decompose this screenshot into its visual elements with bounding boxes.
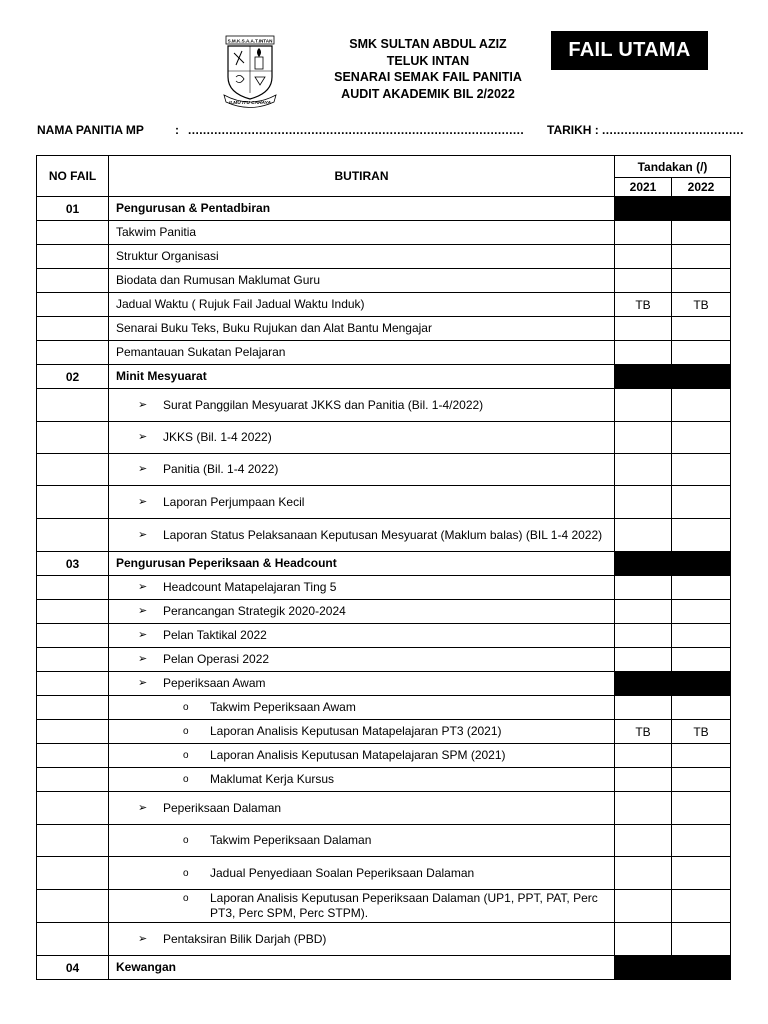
check-cell-2021: [615, 552, 672, 576]
check-cell-2021[interactable]: [615, 486, 672, 519]
check-cell-2021[interactable]: [615, 389, 672, 422]
fail-number: [37, 317, 109, 341]
fail-utama-badge: FAIL UTAMA: [551, 31, 708, 70]
check-cell-2021[interactable]: [615, 245, 672, 269]
school-crest-logo: [220, 33, 280, 108]
item-text: [109, 600, 615, 624]
document-title: SENARAI SEMAK FAIL PANITIA: [334, 70, 522, 84]
check-cell-2022[interactable]: [672, 600, 731, 624]
item-label: Laporan Analisis Keputusan Matapelajaran SPM (2021): [210, 748, 506, 762]
arrow-bullet-icon: ➢: [138, 581, 148, 593]
section-title: Pengurusan & Pentadbiran: [109, 197, 615, 221]
col-year-2021-header: 2021: [615, 178, 672, 197]
arrow-bullet-icon: ➢: [138, 932, 148, 945]
item-text: Jadual Waktu ( Rujuk Fail Jadual Waktu Induk): [109, 293, 615, 317]
check-cell-2022: [672, 365, 731, 389]
school-header: [300, 36, 556, 102]
check-cell-2022[interactable]: [672, 454, 731, 486]
circle-bullet-icon: o: [183, 835, 189, 846]
item-label: Headcount Matapelajaran Ting 5: [163, 580, 337, 594]
check-cell-2021[interactable]: [615, 519, 672, 552]
item-text: [109, 519, 615, 552]
check-cell-2022[interactable]: [672, 890, 731, 923]
item-text: [109, 696, 615, 720]
panitia-label: NAMA PANITIA MP: [37, 123, 144, 137]
check-cell-2021[interactable]: [615, 341, 672, 365]
check-cell-2022[interactable]: [672, 825, 731, 857]
check-cell-2022[interactable]: [672, 269, 731, 293]
check-cell-2021[interactable]: [615, 768, 672, 792]
panitia-colon: :: [175, 123, 179, 137]
check-cell-2021[interactable]: [615, 221, 672, 245]
item-label: Takwim Peperiksaan Dalaman: [210, 833, 372, 847]
table-row: [37, 825, 731, 857]
check-cell-2022[interactable]: [672, 486, 731, 519]
item-label: Laporan Perjumpaan Kecil: [163, 494, 305, 509]
item-label: Pentaksiran Bilik Darjah (PBD): [163, 931, 327, 946]
check-cell-2021[interactable]: [615, 422, 672, 454]
check-cell-2021: [615, 365, 672, 389]
fail-number: [37, 890, 109, 923]
svg-text:S.M.K.S.A.A.T.INTAN: S.M.K.S.A.A.T.INTAN: [227, 38, 273, 44]
fail-number: [37, 293, 109, 317]
fail-number: [37, 624, 109, 648]
item-text: [109, 720, 615, 744]
check-cell-2021: [615, 672, 672, 696]
item-text: [109, 389, 615, 422]
table-row: [37, 552, 731, 576]
item-text: [109, 825, 615, 857]
table-row: [37, 576, 731, 600]
table-row: [37, 890, 731, 923]
panitia-field[interactable]: ..........................................................................................: [188, 123, 525, 137]
table-row: [37, 792, 731, 825]
item-text: [109, 792, 615, 825]
check-cell-2021[interactable]: [615, 923, 672, 956]
arrow-bullet-icon: ➢: [138, 801, 148, 814]
check-cell-2022[interactable]: [672, 341, 731, 365]
fail-number: [37, 792, 109, 825]
fail-number: [37, 221, 109, 245]
check-cell-2022[interactable]: [672, 744, 731, 768]
item-text: [109, 486, 615, 519]
tarikh-field[interactable]: ......................................: [602, 123, 744, 137]
table-row: [37, 956, 731, 980]
table-row: [37, 221, 731, 245]
check-cell-2021[interactable]: [615, 600, 672, 624]
check-cell-2022[interactable]: [672, 317, 731, 341]
school-name: SMK SULTAN ABDUL AZIZ: [349, 37, 507, 51]
section-title: Kewangan: [109, 956, 615, 980]
item-label: Laporan Analisis Keputusan Matapelajaran PT3 (2021): [210, 724, 502, 738]
item-text: Pemantauan Sukatan Pelajaran: [109, 341, 615, 365]
fail-number: [37, 672, 109, 696]
fail-number: [37, 486, 109, 519]
check-cell-2021[interactable]: [615, 269, 672, 293]
table-row: [37, 245, 731, 269]
check-cell-2022[interactable]: [672, 245, 731, 269]
fail-number: [37, 648, 109, 672]
fail-number: 03: [37, 552, 109, 576]
fail-number: [37, 454, 109, 486]
circle-bullet-icon: o: [183, 867, 189, 879]
item-text: Takwim Panitia: [109, 221, 615, 245]
circle-bullet-icon: o: [183, 726, 189, 737]
col-tandakan-header: Tandakan (/): [615, 156, 731, 178]
table-row: [37, 720, 731, 744]
circle-bullet-icon: o: [183, 702, 189, 713]
check-cell-2022[interactable]: TB: [672, 720, 731, 744]
arrow-bullet-icon: ➢: [138, 629, 148, 641]
col-year-2022-header: 2022: [672, 178, 731, 197]
check-cell-2021[interactable]: [615, 890, 672, 923]
circle-bullet-icon: o: [183, 774, 189, 785]
col-butiran-header: BUTIRAN: [109, 156, 615, 197]
item-label: Surat Panggilan Mesyuarat JKKS dan Panitia (Bil. 1-4/2022): [163, 397, 484, 412]
item-text: [109, 890, 615, 923]
table-row: [37, 519, 731, 552]
table-row: [37, 317, 731, 341]
check-cell-2021: [615, 197, 672, 221]
fail-number: [37, 720, 109, 744]
table-row: [37, 486, 731, 519]
fail-number: [37, 825, 109, 857]
check-cell-2022[interactable]: [672, 696, 731, 720]
arrow-bullet-icon: ➢: [138, 677, 148, 689]
item-text: Biodata dan Rumusan Maklumat Guru: [109, 269, 615, 293]
check-cell-2021[interactable]: TB: [615, 720, 672, 744]
table-row: [37, 672, 731, 696]
item-text: [109, 576, 615, 600]
check-cell-2021[interactable]: [615, 648, 672, 672]
audit-title: AUDIT AKADEMIK BIL 2/2022: [341, 86, 515, 101]
check-cell-2022[interactable]: [672, 389, 731, 422]
check-cell-2021[interactable]: [615, 454, 672, 486]
item-label: JKKS (Bil. 1-4 2022): [163, 430, 272, 444]
fail-number: [37, 768, 109, 792]
item-label: Maklumat Kerja Kursus: [210, 772, 335, 786]
item-label: Panitia (Bil. 1-4 2022): [163, 462, 279, 476]
fail-number: 01: [37, 197, 109, 221]
fail-number: [37, 389, 109, 422]
fail-number: [37, 422, 109, 454]
item-text: [109, 857, 615, 890]
svg-text:ILMU ITU CAHAYA: ILMU ITU CAHAYA: [229, 101, 271, 106]
arrow-bullet-icon: ➢: [138, 431, 148, 443]
check-cell-2022[interactable]: [672, 519, 731, 552]
table-row: [37, 422, 731, 454]
fail-number: [37, 923, 109, 956]
fail-number: [37, 744, 109, 768]
checklist-table: [36, 155, 731, 980]
check-cell-2022[interactable]: [672, 221, 731, 245]
check-cell-2022: [672, 552, 731, 576]
item-label: Pelan Taktikal 2022: [163, 628, 267, 642]
section-title: Minit Mesyuarat: [109, 365, 615, 389]
arrow-bullet-icon: ➢: [138, 463, 148, 475]
fail-number: [37, 245, 109, 269]
item-label: Jadual Penyediaan Soalan Peperiksaan Dalaman: [210, 865, 475, 880]
item-label: Peperiksaan Dalaman: [163, 800, 282, 815]
item-text: [109, 624, 615, 648]
item-text: Senarai Buku Teks, Buku Rujukan dan Alat Bantu Mengajar: [109, 317, 615, 341]
fail-number: [37, 519, 109, 552]
check-cell-2022[interactable]: [672, 576, 731, 600]
table-row: [37, 923, 731, 956]
fail-number: 02: [37, 365, 109, 389]
fail-number: [37, 600, 109, 624]
check-cell-2022[interactable]: [672, 422, 731, 454]
item-label: Takwim Peperiksaan Awam: [210, 700, 356, 714]
item-label: Perancangan Strategik 2020-2024: [163, 604, 346, 618]
table-row: [37, 454, 731, 486]
arrow-bullet-icon: ➢: [138, 495, 148, 508]
table-row: [37, 696, 731, 720]
item-label: Pelan Operasi 2022: [163, 652, 270, 666]
item-text: [109, 923, 615, 956]
check-cell-2021[interactable]: [615, 857, 672, 890]
item-label: Laporan Status Pelaksanaan Keputusan Mesyuarat (Maklum balas) (BIL 1-4 2022): [163, 527, 603, 542]
item-label: Laporan Analisis Keputusan Peperiksaan Dalaman (UP1, PPT, PAT, Perc PT3, Perc SPM, Perc STPM).: [210, 891, 598, 920]
section-title: Pengurusan Peperiksaan & Headcount: [109, 552, 615, 576]
check-cell-2022: [672, 197, 731, 221]
check-cell-2021[interactable]: [615, 576, 672, 600]
fail-number: [37, 576, 109, 600]
check-cell-2021: [615, 956, 672, 980]
school-location: TELUK INTAN: [386, 53, 470, 68]
circle-bullet-icon: o: [183, 750, 189, 761]
item-text: [109, 454, 615, 486]
table-row: [37, 768, 731, 792]
check-cell-2022[interactable]: [672, 768, 731, 792]
col-no-fail-header: NO FAIL: [37, 156, 109, 197]
arrow-bullet-icon: ➢: [138, 398, 148, 411]
item-text: Struktur Organisasi: [109, 245, 615, 269]
check-cell-2021[interactable]: [615, 696, 672, 720]
item-text: [109, 672, 615, 696]
fail-number: [37, 857, 109, 890]
table-row: [37, 744, 731, 768]
check-cell-2022[interactable]: [672, 923, 731, 956]
check-cell-2021[interactable]: [615, 317, 672, 341]
arrow-bullet-icon: ➢: [138, 653, 148, 665]
circle-bullet-icon: o: [183, 893, 189, 904]
item-text: [109, 422, 615, 454]
item-label: Peperiksaan Awam: [163, 676, 266, 690]
check-cell-2022: [672, 672, 731, 696]
item-text: [109, 648, 615, 672]
check-cell-2022[interactable]: [672, 648, 731, 672]
table-row: [37, 600, 731, 624]
fail-number: [37, 341, 109, 365]
check-cell-2022[interactable]: [672, 792, 731, 825]
table-row: [37, 365, 731, 389]
table-row: [37, 648, 731, 672]
arrow-bullet-icon: ➢: [138, 528, 148, 541]
check-cell-2021[interactable]: TB: [615, 293, 672, 317]
table-row: [37, 857, 731, 890]
check-cell-2021[interactable]: [615, 624, 672, 648]
table-row: [37, 624, 731, 648]
fail-number: [37, 269, 109, 293]
table-row: [37, 293, 731, 317]
check-cell-2021[interactable]: [615, 792, 672, 825]
table-row: [37, 389, 731, 422]
table-row: [37, 197, 731, 221]
item-text: [109, 744, 615, 768]
check-cell-2022: [672, 956, 731, 980]
fail-number: [37, 696, 109, 720]
tarikh-label: TARIKH :: [547, 123, 599, 137]
arrow-bullet-icon: ➢: [138, 605, 148, 617]
check-cell-2022[interactable]: TB: [672, 293, 731, 317]
table-row: [37, 269, 731, 293]
check-cell-2021[interactable]: [615, 744, 672, 768]
fail-number: 04: [37, 956, 109, 980]
check-cell-2021[interactable]: [615, 825, 672, 857]
item-text: [109, 768, 615, 792]
table-row: [37, 341, 731, 365]
check-cell-2022[interactable]: [672, 624, 731, 648]
check-cell-2022[interactable]: [672, 857, 731, 890]
